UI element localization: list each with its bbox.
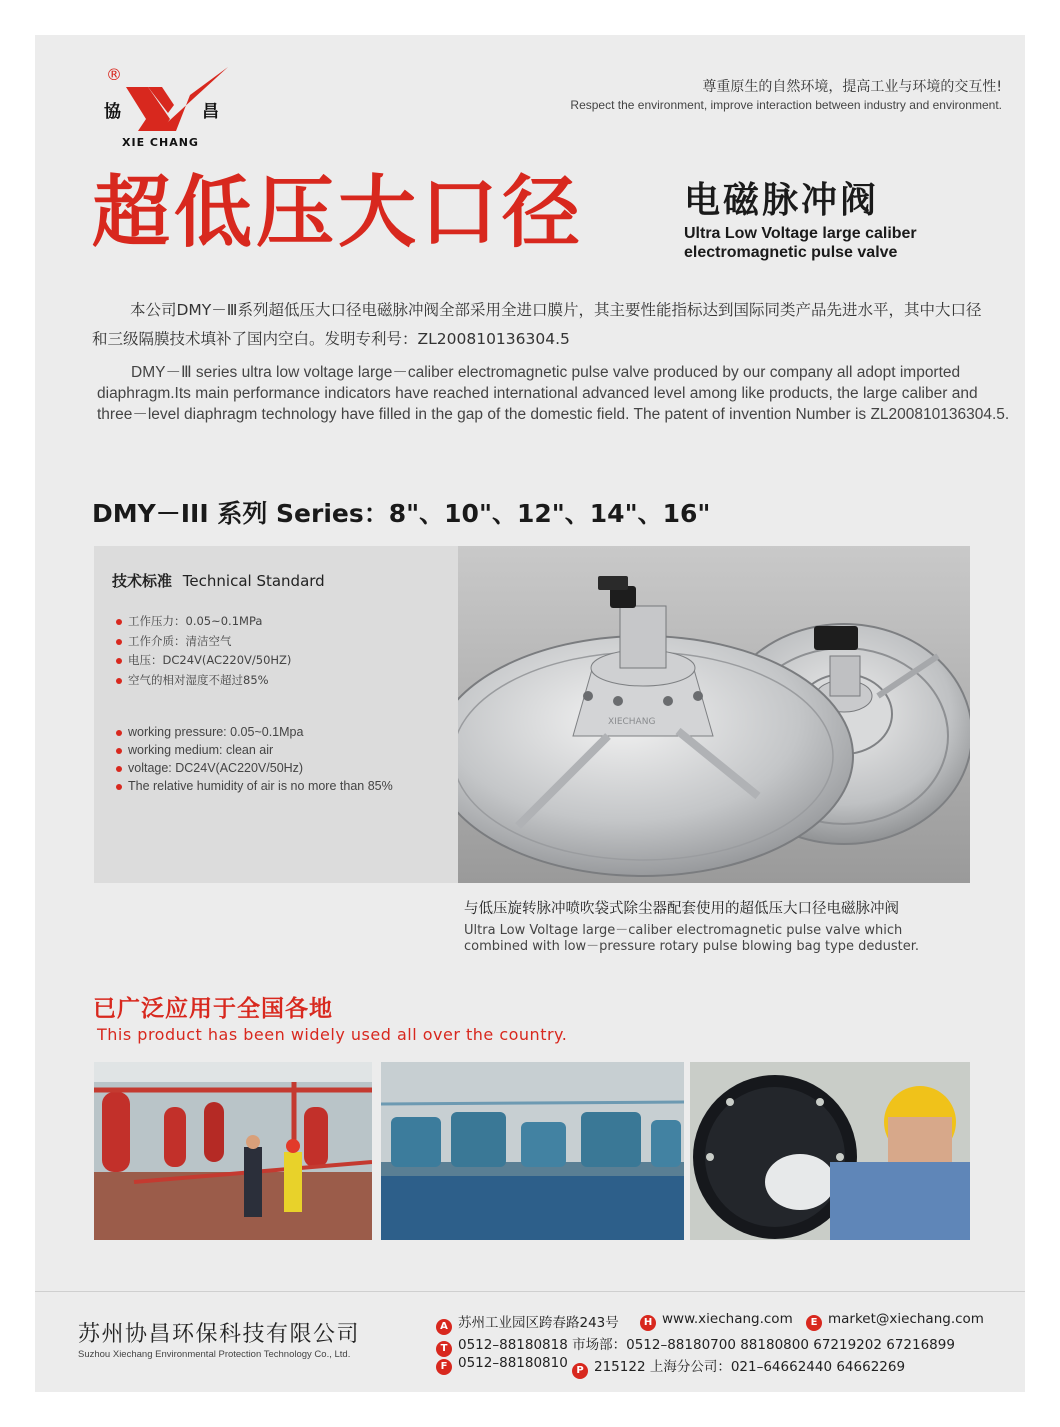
tech-list-cn: [114, 612, 291, 690]
contact-website[interactable]: [640, 1311, 793, 1331]
address-icon: A: [436, 1319, 452, 1335]
valve-engraving-text: XIECHANG: [608, 717, 656, 727]
website-icon: H: [640, 1315, 656, 1331]
company-name-cn: 苏州协昌环保科技有限公司: [78, 1322, 361, 1347]
tech-item-en: voltage: DC24V(AC220V/50Hz): [114, 759, 393, 777]
contact-address: [436, 1311, 619, 1335]
tech-item-cn: 工作压力：0.05~0.1MPa: [114, 612, 291, 632]
site-photo-dust-collectors: [381, 1062, 684, 1240]
tech-item-en: working pressure: 0.05~0.1Mpa: [114, 723, 393, 741]
registered-mark: ®: [106, 65, 122, 84]
series-heading: DMY－III 系列 Series：8"、10"、12"、14"、16": [92, 499, 711, 528]
logo-char-left: 協: [104, 102, 121, 122]
tech-item-en: working medium: clean air: [114, 741, 393, 759]
subtitle-en: [684, 224, 1014, 262]
phone-icon: T: [436, 1341, 452, 1357]
slogan-en: Respect the environment, improve interaction between industry and environment.: [570, 98, 1002, 112]
tech-title-cn: 技术标准: [112, 572, 173, 590]
caption-en-line2: combined with low－pressure rotary pulse blowing bag type deduster.: [464, 939, 920, 954]
contact-fax: [436, 1355, 568, 1375]
contact-phone: [436, 1333, 955, 1357]
tech-item-cn: 空气的相对湿度不超过85%: [114, 671, 291, 691]
photo-caption-cn: 与低压旋转脉冲喷吹袋式除尘器配套使用的超低压大口径电磁脉冲阀: [464, 901, 899, 917]
usage-heading-en: This product has been widely used all over the country.: [97, 1025, 568, 1044]
intro-paragraph-cn: 本公司DMY－Ⅲ系列超低压大口径电磁脉冲阀全部采用全进口膜片，其主要性能指标达到国际同类产品先进水平，其中大口径和三级隔膜技术填补了国内空白。发明专利号：ZL200810136304.5: [92, 301, 982, 348]
postcode-text: 215122 上海分公司：021–64662440 64662269: [594, 1359, 906, 1375]
contact-postal: [572, 1355, 905, 1379]
tech-item-cn: 电压：DC24V(AC220V/50HZ): [114, 651, 291, 671]
website-link[interactable]: www.xiechang.com: [662, 1311, 793, 1327]
logo-char-right: 昌: [202, 102, 219, 122]
site-photo-worker-diaphragm: [690, 1062, 970, 1240]
tech-item-en: The relative humidity of air is no more than 85%: [114, 777, 393, 795]
photo-caption-en: [464, 923, 964, 955]
site-photo-plant-workers: [94, 1062, 372, 1240]
footer-divider: [35, 1291, 1025, 1292]
brand-logo: [100, 63, 230, 153]
tech-item-cn: 工作介质：清洁空气: [114, 632, 291, 652]
intro-paragraph-en: DMY－Ⅲ series ultra low voltage large－caliber electromagnetic pulse valve produced by our company all adopt imported diaphragm.Its main performance indicators have reached international advanced level among like products, the large caliber and three－level diaphragm technology have filled in the gap of the domestic field. The patent of invention Number is ZL200810136304.5.: [97, 364, 1010, 423]
email-link[interactable]: market@xiechang.com: [828, 1311, 984, 1327]
valve-product-photo: [458, 546, 970, 883]
main-title: 超低压大口径: [92, 168, 585, 258]
fax-icon: F: [436, 1359, 452, 1375]
usage-heading-cn: 已广泛应用于全国各地: [93, 996, 333, 1022]
tech-title-en: Technical Standard: [182, 572, 325, 590]
tech-list-en: [114, 723, 393, 795]
fax-text: 0512–88180810: [458, 1355, 568, 1371]
email-icon: E: [806, 1315, 822, 1331]
postcode-icon: P: [572, 1363, 588, 1379]
slogan-cn: 尊重原生的自然环境，提高工业与环境的交互性!: [702, 79, 1002, 95]
logo-wordmark: XIE CHANG: [122, 136, 199, 149]
technical-standard-panel: [94, 546, 458, 883]
phone-text: 0512–88180818 市场部：0512–88180700 88180800 67219202 67216899: [458, 1337, 955, 1353]
contact-email[interactable]: [806, 1311, 984, 1331]
tech-title: [112, 570, 325, 591]
subtitle-en-line2: electromagnetic pulse valve: [684, 244, 898, 261]
subtitle-en-line1: Ultra Low Voltage large caliber: [684, 225, 917, 242]
company-name-en: Suzhou Xiechang Environmental Protection Technology Co., Ltd.: [78, 1349, 351, 1360]
address-text: 苏州工业园区跨春路243号: [458, 1315, 619, 1331]
subtitle-cn: 电磁脉冲阀: [684, 180, 880, 221]
caption-en-line1: Ultra Low Voltage large－caliber electromagnetic pulse valve which: [464, 923, 903, 938]
